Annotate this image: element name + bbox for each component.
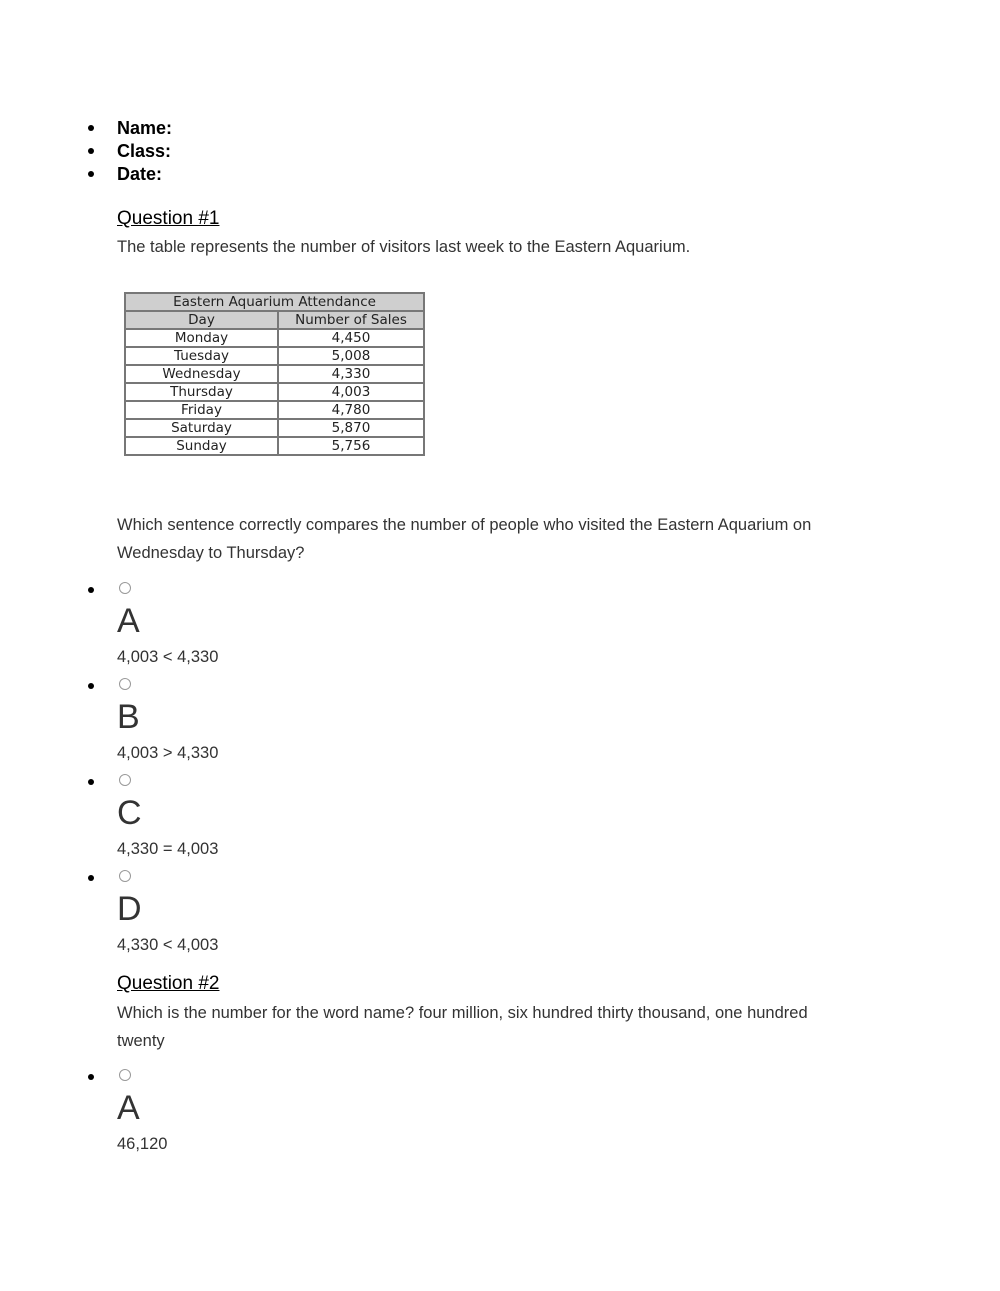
table-cell-day: Friday bbox=[125, 401, 278, 419]
choice-text: 4,003 < 4,330 bbox=[117, 648, 219, 666]
table-caption: Eastern Aquarium Attendance bbox=[125, 293, 424, 311]
choice-text: 4,330 = 4,003 bbox=[117, 840, 219, 858]
date-field bbox=[0, 162, 600, 185]
attendance-table bbox=[124, 292, 425, 456]
question-1-prompt-line-1: Which sentence correctly compares the number of people who visited the Eastern Aquarium on bbox=[117, 516, 812, 534]
table-cell-day: Sunday bbox=[125, 437, 278, 455]
table-cell-value: 4,003 bbox=[278, 383, 424, 401]
bullet-icon bbox=[88, 148, 94, 154]
question-1-choice-b[interactable] bbox=[0, 678, 700, 774]
radio-button[interactable] bbox=[119, 774, 131, 786]
question-2-choice-a[interactable] bbox=[0, 1069, 700, 1165]
column-header-day: Day bbox=[125, 311, 278, 329]
radio-button[interactable] bbox=[119, 678, 131, 690]
bullet-icon bbox=[88, 875, 94, 881]
table-row bbox=[125, 419, 424, 437]
question-1-title: Question #1 bbox=[117, 208, 220, 229]
column-header-sales: Number of Sales bbox=[278, 311, 424, 329]
table-header-row bbox=[125, 311, 424, 329]
name-field bbox=[0, 116, 600, 139]
table-cell-value: 5,870 bbox=[278, 419, 424, 437]
table-cell-day: Tuesday bbox=[125, 347, 278, 365]
question-2-prompt-line-2: twenty bbox=[117, 1032, 165, 1050]
question-1-choice-c[interactable] bbox=[0, 774, 700, 870]
table-cell-day: Thursday bbox=[125, 383, 278, 401]
table-row bbox=[125, 383, 424, 401]
question-1-choice-d[interactable] bbox=[0, 870, 700, 966]
question-1-choice-a[interactable] bbox=[0, 582, 700, 678]
choice-letter: D bbox=[117, 890, 142, 928]
bullet-icon bbox=[88, 683, 94, 689]
question-2-title: Question #2 bbox=[117, 973, 220, 994]
choice-text: 46,120 bbox=[117, 1135, 168, 1153]
choice-letter: C bbox=[117, 794, 142, 832]
table-row bbox=[125, 365, 424, 383]
class-field bbox=[0, 139, 600, 162]
name-label: Name: bbox=[117, 118, 173, 138]
radio-button[interactable] bbox=[119, 870, 131, 882]
table-cell-value: 4,450 bbox=[278, 329, 424, 347]
choice-letter: A bbox=[117, 1089, 140, 1127]
table-cell-value: 4,330 bbox=[278, 365, 424, 383]
date-label: Date: bbox=[117, 164, 163, 184]
choice-text: 4,330 < 4,003 bbox=[117, 936, 219, 954]
radio-button[interactable] bbox=[119, 582, 131, 594]
choice-letter: B bbox=[117, 698, 140, 736]
table-row bbox=[125, 329, 424, 347]
question-1-intro: The table represents the number of visitors last week to the Eastern Aquarium. bbox=[117, 238, 691, 256]
table-cell-value: 5,008 bbox=[278, 347, 424, 365]
choice-letter: A bbox=[117, 602, 140, 640]
table-row bbox=[125, 401, 424, 419]
bullet-icon bbox=[88, 171, 94, 177]
table-row bbox=[125, 347, 424, 365]
question-2-prompt-line-1: Which is the number for the word name? four million, six hundred thirty thousand, one hundred bbox=[117, 1004, 808, 1022]
table-cell-day: Wednesday bbox=[125, 365, 278, 383]
table-row bbox=[125, 437, 424, 455]
student-info-list bbox=[0, 116, 600, 185]
bullet-icon bbox=[88, 587, 94, 593]
radio-button[interactable] bbox=[119, 1069, 131, 1081]
question-1-prompt-line-2: Wednesday to Thursday? bbox=[117, 544, 305, 562]
choice-text: 4,003 > 4,330 bbox=[117, 744, 219, 762]
table-cell-value: 4,780 bbox=[278, 401, 424, 419]
table-cell-value: 5,756 bbox=[278, 437, 424, 455]
class-label: Class: bbox=[117, 141, 172, 161]
table-cell-day: Saturday bbox=[125, 419, 278, 437]
table-cell-day: Monday bbox=[125, 329, 278, 347]
bullet-icon bbox=[88, 779, 94, 785]
bullet-icon bbox=[88, 125, 94, 131]
table-caption-row bbox=[125, 293, 424, 311]
bullet-icon bbox=[88, 1074, 94, 1080]
